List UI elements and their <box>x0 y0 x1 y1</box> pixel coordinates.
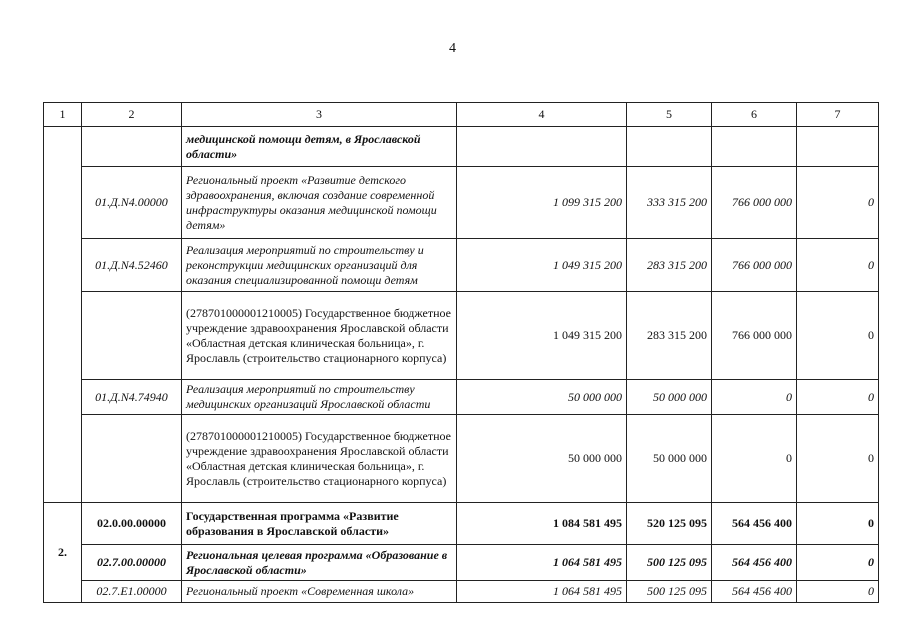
header-col-7: 7 <box>797 103 879 127</box>
value-cell-7: 0 <box>797 503 879 545</box>
name-cell: медицинской помощи детям, в Ярославской области» <box>182 127 457 167</box>
value-cell-5 <box>627 127 712 167</box>
value-cell-7: 0 <box>797 380 879 415</box>
name-cell: Государственная программа «Развитие образования в Ярославской области» <box>182 503 457 545</box>
table-row <box>44 380 879 415</box>
table-row <box>44 167 879 239</box>
value-cell-7: 0 <box>797 239 879 292</box>
value-cell-6: 766 000 000 <box>712 239 797 292</box>
value-cell-7: 0 <box>797 581 879 603</box>
header-col-2: 2 <box>82 103 182 127</box>
value-cell-6: 564 456 400 <box>712 503 797 545</box>
value-cell-5: 333 315 200 <box>627 167 712 239</box>
value-cell-6: 564 456 400 <box>712 581 797 603</box>
name-cell: Региональный проект «Развитие детского здравоохранения, включая создание современной инфраструктуры оказания медицинской помощи детям» <box>182 167 457 239</box>
table-row <box>44 415 879 503</box>
table-row <box>44 581 879 603</box>
code-cell: 02.0.00.00000 <box>82 503 182 545</box>
header-col-3: 3 <box>182 103 457 127</box>
value-cell-4: 1 064 581 495 <box>457 581 627 603</box>
value-cell-6: 0 <box>712 415 797 503</box>
budget-table <box>43 102 879 603</box>
code-cell: 01.Д.N4.74940 <box>82 380 182 415</box>
name-cell: Региональный проект «Современная школа» <box>182 581 457 603</box>
header-col-6: 6 <box>712 103 797 127</box>
value-cell-4: 50 000 000 <box>457 380 627 415</box>
row-number-cell: 2. <box>44 503 82 603</box>
value-cell-4: 1 064 581 495 <box>457 545 627 581</box>
code-cell <box>82 415 182 503</box>
value-cell-6: 564 456 400 <box>712 545 797 581</box>
value-cell-5: 500 125 095 <box>627 545 712 581</box>
value-cell-5: 50 000 000 <box>627 380 712 415</box>
value-cell-5: 500 125 095 <box>627 581 712 603</box>
code-cell <box>82 292 182 380</box>
value-cell-4: 1 084 581 495 <box>457 503 627 545</box>
row-number-cell <box>44 127 82 503</box>
value-cell-5: 50 000 000 <box>627 415 712 503</box>
name-cell: (278701000001210005) Государственное бюджетное учреждение здравоохранения Ярославской области «Областная детская клиническая больница», г. Ярославль (строительство стационарного корпуса) <box>182 415 457 503</box>
value-cell-4: 1 049 315 200 <box>457 239 627 292</box>
value-cell-7: 0 <box>797 292 879 380</box>
code-cell: 01.Д.N4.52460 <box>82 239 182 292</box>
code-cell: 02.7.00.00000 <box>82 545 182 581</box>
table-row <box>44 127 879 167</box>
value-cell-4: 1 049 315 200 <box>457 292 627 380</box>
value-cell-7: 0 <box>797 167 879 239</box>
value-cell-4: 50 000 000 <box>457 415 627 503</box>
name-cell: Реализация мероприятий по строительству и реконструкции медицинских организаций для оказания специализированной помощи детям <box>182 239 457 292</box>
code-cell <box>82 127 182 167</box>
table-row <box>44 545 879 581</box>
header-col-1: 1 <box>44 103 82 127</box>
header-col-5: 5 <box>627 103 712 127</box>
value-cell-5: 283 315 200 <box>627 239 712 292</box>
name-cell: Региональная целевая программа «Образование в Ярославской области» <box>182 545 457 581</box>
value-cell-7: 0 <box>797 545 879 581</box>
table-row <box>44 292 879 380</box>
value-cell-7: 0 <box>797 415 879 503</box>
value-cell-6: 766 000 000 <box>712 292 797 380</box>
value-cell-6 <box>712 127 797 167</box>
value-cell-6: 766 000 000 <box>712 167 797 239</box>
name-cell: (278701000001210005) Государственное бюджетное учреждение здравоохранения Ярославской области «Областная детская клиническая больница», г. Ярославль (строительство стационарного корпуса) <box>182 292 457 380</box>
code-cell: 02.7.E1.00000 <box>82 581 182 603</box>
value-cell-5: 283 315 200 <box>627 292 712 380</box>
name-cell: Реализация мероприятий по строительству медицинских организаций Ярославской области <box>182 380 457 415</box>
value-cell-4 <box>457 127 627 167</box>
value-cell-7 <box>797 127 879 167</box>
table-row <box>44 503 879 545</box>
value-cell-5: 520 125 095 <box>627 503 712 545</box>
table-row <box>44 239 879 292</box>
table-header-row <box>44 103 879 127</box>
value-cell-6: 0 <box>712 380 797 415</box>
page-number: 4 <box>449 41 456 56</box>
value-cell-4: 1 099 315 200 <box>457 167 627 239</box>
header-col-4: 4 <box>457 103 627 127</box>
code-cell: 01.Д.N4.00000 <box>82 167 182 239</box>
